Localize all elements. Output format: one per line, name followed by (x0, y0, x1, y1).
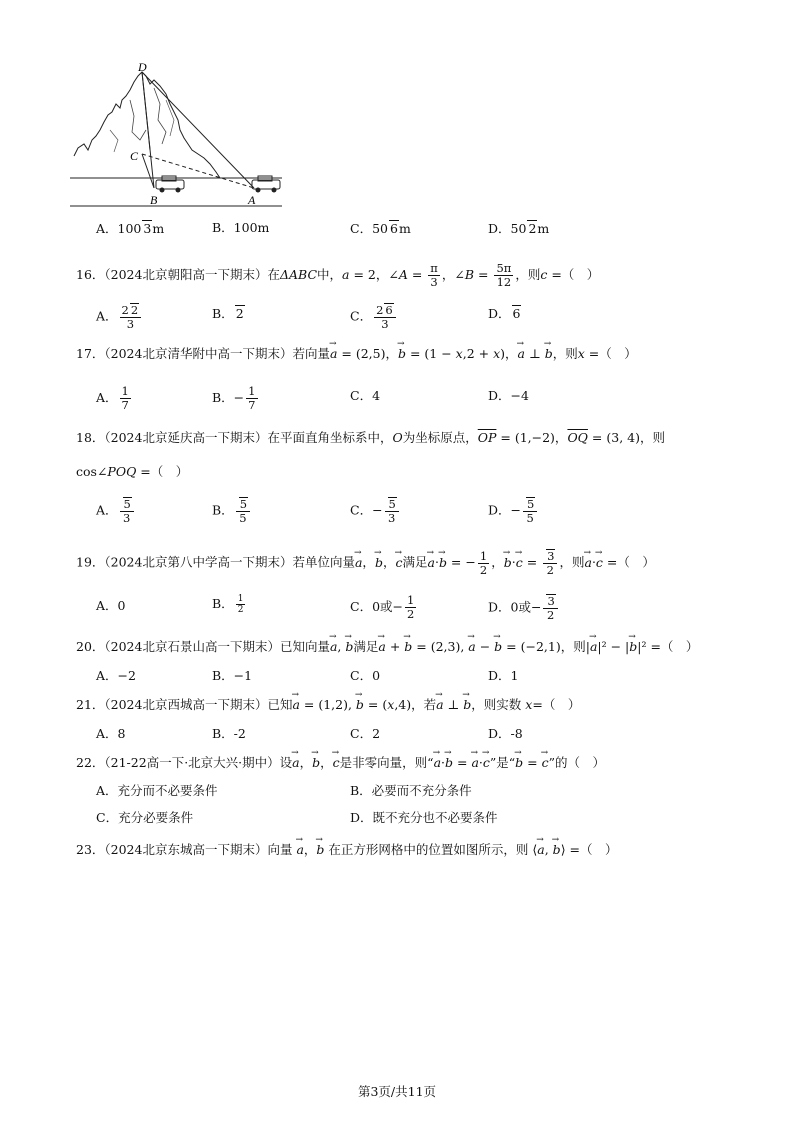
q17-option-c[interactable]: C．4 (350, 388, 381, 403)
q17-option-d[interactable]: D．−4 (488, 388, 529, 403)
q16-option-a[interactable]: A． $\frac{2 2}{3}$ (96, 303, 143, 331)
q22-stem: 22．（21-22高一下·北京大兴·期中）设→ a，→ b，→ c是非零向量，则“→ a·→ b = → a·→ c”是“→ b = → c”的（ ） (76, 755, 605, 771)
label-B: B (150, 193, 158, 207)
q16-option-c[interactable]: C． $\frac{2 6}{3}$ (350, 303, 398, 331)
q19-option-a[interactable]: A．0 (96, 598, 126, 613)
q20-stem: 20．（2024北京石景山高一下期末）已知向量→ a, → b满足→ a + → b = (2,3), → a − → b = (−2,1)，则|→ a|² − |→ b|² =（ ） (76, 639, 698, 655)
q15-option-a[interactable]: A．100 3m (96, 221, 165, 236)
q22-option-d[interactable]: D．既不充分也不必要条件 (350, 810, 498, 825)
q22-option-a[interactable]: A．充分而不必要条件 (96, 783, 218, 798)
q21-option-d[interactable]: D．-8 (488, 726, 523, 741)
q19-option-d[interactable]: D．0或− $\frac{3}{2}$ (488, 594, 560, 622)
q16-option-b[interactable]: B． 2 (212, 306, 244, 321)
q15-option-b[interactable]: B．100m (212, 220, 270, 235)
q21-option-b[interactable]: B．-2 (212, 726, 246, 741)
q17-option-b[interactable]: B．− $\frac{1}{7}$ (212, 384, 256, 412)
q22-option-c[interactable]: C．充分必要条件 (96, 810, 194, 825)
q20-option-c[interactable]: C．0 (350, 668, 381, 683)
q19-option-b[interactable]: B． $\frac{1}{2}$ (212, 594, 244, 615)
q21-stem: 21．（2024北京西城高一下期末）已知→ a = (1,2), → b = (x,4)，若→ a ⊥ → b，则实数 x=（ ） (76, 697, 580, 713)
q20-option-a[interactable]: A．−2 (96, 668, 136, 683)
q18-stem-line1: 18．（2024北京延庆高一下期末）在平面直角坐标系中，O为坐标原点，$\overline{OP} = (1,-2)$，$\overline{OQ} = (3$, 4)，则 (76, 430, 665, 445)
q18-option-b[interactable]: B． $\frac{5}{5}$ (212, 497, 252, 525)
q23-stem: 23．（2024北京东城高一下期末）向量 → a，→ b 在正方形网格中的位置如图所示，则 ⟨→ a, → b⟩ =（ ） (76, 842, 618, 858)
label-A: A (248, 193, 256, 207)
q22-option-b[interactable]: B．必要而不充分条件 (350, 783, 472, 798)
page-footer: 第3页/共11页 (357, 1084, 437, 1099)
q18-stem-line2: cos∠POQ =（ ） (76, 464, 189, 479)
q19-stem: 19．（2024北京第八中学高一下期末）若单位向量→ a，→ b，→ c满足→ a·→ b = − $\frac{1}{2}$ ，→ b·→ c = $\frac{3}{2}$ ，则→ a·→ c =（ ） (76, 549, 655, 577)
q21-option-a[interactable]: A．8 (96, 726, 126, 741)
q17-stem: 17．（2024北京清华附中高一下期末）若向量→ a = (2,5)，→ b = (1 − x,2 + x)，→ a ⊥ → b，则x =（ ） (76, 346, 637, 362)
q15-option-d[interactable]: D．50 2m (488, 221, 550, 236)
q21-option-c[interactable]: C．2 (350, 726, 381, 741)
q16-option-d[interactable]: D． 6 (488, 306, 521, 321)
q19-option-c[interactable]: C．0或− $\frac{1}{2}$ (350, 593, 415, 621)
mountain-figure (70, 60, 285, 210)
q16-stem: 16．（2024北京朝阳高一下期末）在ΔABC中，a = 2，∠A = $\frac{\pi}{3}$ ，∠B = $\frac{5\pi}{12}$ ，则c =（ ） (76, 261, 600, 289)
q18-option-d[interactable]: D．− $\frac{5}{5}$ (488, 497, 539, 525)
q15-option-c[interactable]: C．50 6m (350, 221, 411, 236)
q18-option-c[interactable]: C．− $\frac{5}{3}$ (350, 497, 401, 525)
q20-option-d[interactable]: D．1 (488, 668, 519, 683)
label-C: C (130, 149, 139, 163)
q17-option-a[interactable]: A． $\frac{1}{7}$ (96, 384, 129, 412)
q18-option-a[interactable]: A． $\frac{5}{3}$ (96, 497, 136, 525)
label-D: D (138, 60, 147, 74)
q20-option-b[interactable]: B．−1 (212, 668, 253, 683)
